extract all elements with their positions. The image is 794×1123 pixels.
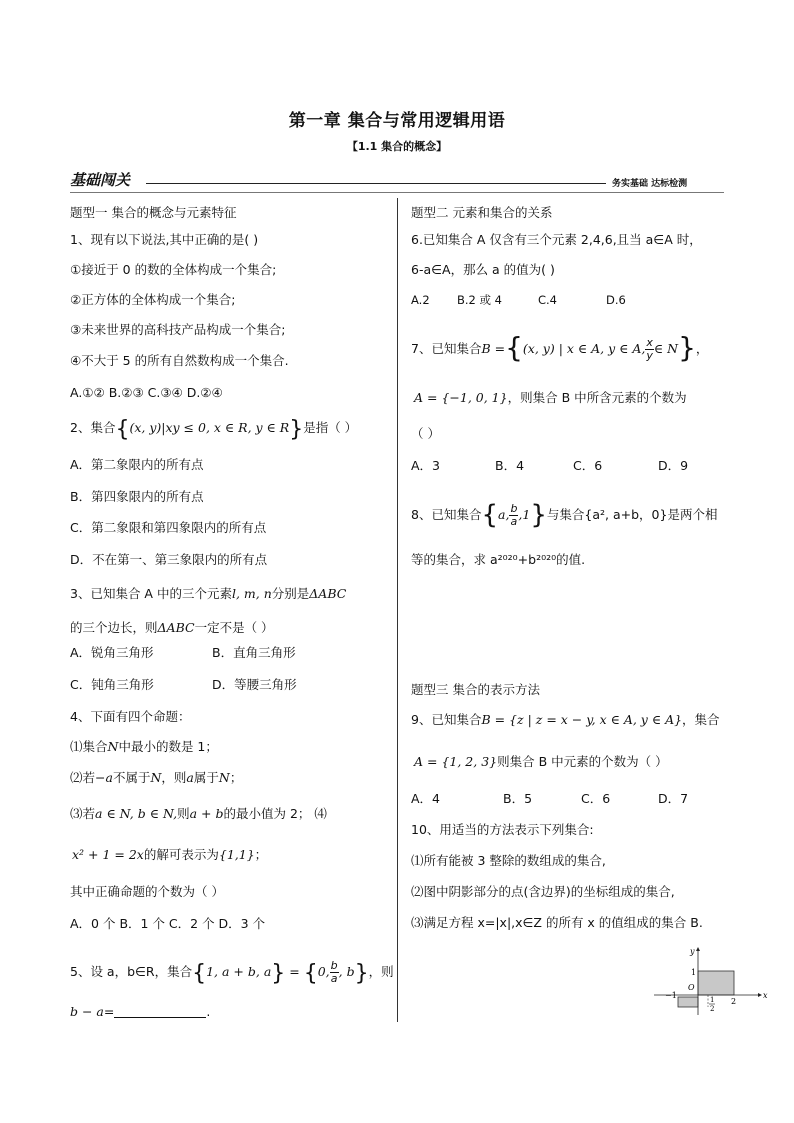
q5-set2-pre: 0, xyxy=(317,964,330,979)
column-divider xyxy=(397,198,398,1022)
q5-set1: 1, a + b, a xyxy=(206,964,272,979)
q4-p3-mid: 则 xyxy=(177,806,190,821)
q8-line1 xyxy=(411,500,718,530)
q4-p2-var2: N xyxy=(150,770,162,785)
q7-frac-num: x xyxy=(646,336,653,349)
period: . xyxy=(206,1004,211,1019)
q3-vars: l, m, n xyxy=(231,586,272,601)
q6-option-c: C.4 xyxy=(538,293,558,307)
section-label: 基础闯关 xyxy=(70,171,131,189)
q8-mid: 与集合{a², a+b，0}是两个相 xyxy=(546,507,718,522)
q8-frac-den: a xyxy=(510,515,518,528)
q9-option-b: B．5 xyxy=(503,791,533,806)
q5-eq: = xyxy=(285,964,304,979)
q7-line2 xyxy=(414,390,687,406)
brace-close: } xyxy=(271,961,286,986)
q2-option-a: A．第二象限内的所有点 xyxy=(70,457,204,472)
q7-pre: 7、已知集合 xyxy=(411,341,482,356)
q5-frac-den: a xyxy=(330,972,338,985)
section-tagline: 务实基础 达标检测 xyxy=(612,179,688,189)
y-axis-arrow xyxy=(696,947,700,951)
q9-line2-text: 则集合 B 中元素的个数为（ ） xyxy=(497,754,668,769)
q3-option-b: B．直角三角形 xyxy=(212,645,296,660)
brace-close: } xyxy=(354,961,369,986)
q7-b: B = xyxy=(481,341,506,356)
q2-option-c: C．第二象限和第四象限内的所有点 xyxy=(70,520,267,535)
q6-line2: 6-a∈A，那么 a 的值为( ) xyxy=(411,262,555,277)
q1-statement-2: ②正方体的全体构成一个集合; xyxy=(70,292,236,307)
brace-open: { xyxy=(505,331,523,364)
q5-answer-line xyxy=(70,1004,210,1020)
q3-line2 xyxy=(70,620,274,636)
y-tick-1: 1 xyxy=(691,968,697,977)
q2-stem-post: 是指（ ） xyxy=(303,420,358,435)
q8-pre: 8、已知集合 xyxy=(411,507,482,522)
q7-line2-text: ，则集合 B 中所含元素的个数为 xyxy=(507,390,687,405)
brace-open: { xyxy=(115,417,130,442)
q9-option-c: C．6 xyxy=(581,791,611,806)
q7-option-a: A．3 xyxy=(411,458,441,473)
brace-close: } xyxy=(678,331,696,364)
q10-stem: 10、用适当的方法表示下列集合: xyxy=(411,822,594,837)
q3-option-d: D．等腰三角形 xyxy=(212,677,297,692)
brace-open: { xyxy=(481,500,498,530)
q4-p2-var1: −a xyxy=(95,770,113,785)
q3-line1-pre: 3、已知集合 A 中的三个元素 xyxy=(70,586,232,601)
q7-option-d: D．9 xyxy=(658,458,689,473)
brace-open: { xyxy=(192,961,207,986)
q4-p4-post: 的解可表示为 xyxy=(143,847,219,862)
q5-set2-post: , b xyxy=(338,964,355,979)
q4-prop-3 xyxy=(70,806,327,822)
q7-line2-math: A = {−1, 0, 1} xyxy=(414,390,508,405)
q4-p3-post: 的最小值为 2； ⑷ xyxy=(223,806,327,821)
q8-set-a: a, xyxy=(498,507,510,522)
brace-open: { xyxy=(303,961,318,986)
q5-frac-num: b xyxy=(330,959,338,972)
q9-pre: 9、已知集合 xyxy=(411,712,482,727)
q3-line2-pre: 的三个边长，则 xyxy=(70,620,158,635)
type2-heading: 题型二 元素和集合的关系 xyxy=(411,205,553,220)
x-axis-arrow xyxy=(758,993,762,997)
q10-part-2: ⑵图中阴影部分的点(含边界)的坐标组成的集合, xyxy=(411,884,675,899)
x-tick-half-den: 2 xyxy=(710,1005,715,1013)
q9-line2 xyxy=(414,754,668,770)
header-rule xyxy=(146,183,606,184)
q4-p2-mid3: 属于 xyxy=(193,770,219,785)
q2-stem-pre: 2、集合 xyxy=(70,420,116,435)
x-tick-neg1: −1 xyxy=(665,991,677,1000)
q4-options: A．0 个 B．1 个 C．2 个 D．3 个 xyxy=(70,916,266,931)
q6-option-d: D.6 xyxy=(606,293,626,307)
q4-stem: 4、下面有四个命题： xyxy=(70,709,191,724)
q1-statement-4: ④不大于 5 的所有自然数构成一个集合. xyxy=(70,353,289,368)
q4-p2-mid2: ，则 xyxy=(161,770,187,785)
q7-set-post: ∈ N xyxy=(653,341,679,356)
q1-statement-1: ①接近于 0 的数的全体构成一个集合; xyxy=(70,262,277,277)
shaded-rect-lower xyxy=(678,997,698,1007)
shaded-region-graph xyxy=(650,945,770,1025)
chapter-title: 第一章 集合与常用逻辑用语 xyxy=(288,111,506,131)
q4-prop-2 xyxy=(70,770,242,786)
q2-option-b: B．第四象限内的所有点 xyxy=(70,489,204,504)
q4-p2-var4: N xyxy=(218,770,230,785)
q9-line1 xyxy=(411,712,720,728)
q3-option-c: C．钝角三角形 xyxy=(70,677,154,692)
q7-post: ， xyxy=(695,341,709,356)
q4-question: 其中正确命题的个数为（ ） xyxy=(70,884,224,899)
q10-part-1: ⑴所有能被 3 整除的数组成的集合, xyxy=(411,853,606,868)
x-tick-half-num: 1 xyxy=(710,996,715,1004)
q1-statement-3: ③未来世界的高科技产品构成一个集合; xyxy=(70,322,286,337)
q4-prop-4 xyxy=(72,847,267,863)
q3-option-a: A．锐角三角形 xyxy=(70,645,154,660)
q4-p2-pre: ⑵若 xyxy=(70,770,96,785)
y-axis-label: y xyxy=(690,947,695,956)
q3-triangle: ΔABC xyxy=(309,586,347,601)
q3-line2-post: 一定不是（ ） xyxy=(194,620,274,635)
q5-line2: b − a= xyxy=(70,1004,115,1019)
q8-set-b: ,1 xyxy=(518,507,531,522)
q7-option-b: B．4 xyxy=(495,458,525,473)
q6-option-a: A.2 xyxy=(411,293,430,307)
q4-p1-post: 中最小的数是 1； xyxy=(118,739,218,754)
brace-close: } xyxy=(289,417,304,442)
q6-option-b: B.2 或 4 xyxy=(457,293,502,307)
q3-line1-mid: 分别是 xyxy=(271,586,310,601)
q7-frac-den: y xyxy=(646,349,653,362)
q4-p2-post: ； xyxy=(229,770,243,785)
q9-option-d: D．7 xyxy=(658,791,689,806)
header-underline xyxy=(70,192,724,193)
q5-stem-post: ，则 xyxy=(368,964,394,979)
q2-option-d: D．不在第一、第三象限内的所有点 xyxy=(70,552,268,567)
brace-close: } xyxy=(530,500,547,530)
q9-post: ，集合 xyxy=(682,712,720,727)
q1-stem: 1、现有以下说法,其中正确的是( ) xyxy=(70,232,259,247)
q4-p3-math: a ∈ N, b ∈ N, xyxy=(95,806,178,821)
q3-triangle-2: ΔABC xyxy=(157,620,195,635)
q9-option-a: A．4 xyxy=(411,791,441,806)
q4-p4-end: ； xyxy=(254,847,268,862)
type1-heading: 题型一 集合的概念与元素特征 xyxy=(70,205,237,220)
q4-p4-set: {1,1} xyxy=(218,847,255,862)
q4-p1-var: N xyxy=(107,739,119,754)
q1-options: A.①② B.②③ C.③④ D.②④ xyxy=(70,385,223,400)
type3-heading: 题型三 集合的表示方法 xyxy=(411,682,540,697)
q5-stem-pre: 5、设 a，b∈R，集合 xyxy=(70,964,193,979)
q7-fraction xyxy=(645,337,654,362)
q9-line2-math: A = {1, 2, 3} xyxy=(414,754,498,769)
q5-fraction xyxy=(330,960,339,985)
q4-p3-math2: a + b xyxy=(189,806,224,821)
q8-frac-num: b xyxy=(510,502,518,515)
x-axis-label: x xyxy=(763,991,768,1000)
q2-set: (x, y)|xy ≤ 0, x ∈ R, y ∈ R xyxy=(129,420,290,435)
shaded-rect-upper xyxy=(698,971,734,995)
q9-math: B = {z | z = x − y, x ∈ A, y ∈ A} xyxy=(481,712,683,727)
q3-line1 xyxy=(70,586,346,602)
q7-set-pre: (x, y) | x ∈ A, y ∈ A, xyxy=(522,341,646,356)
q7-line1 xyxy=(411,331,709,364)
answer-blank[interactable] xyxy=(114,1005,206,1018)
x-tick-2: 2 xyxy=(731,997,737,1006)
q4-prop-1 xyxy=(70,739,218,755)
q4-p4-math: x² + 1 = 2x xyxy=(72,847,144,862)
q4-p3-pre: ⑶若 xyxy=(70,806,96,821)
q4-p2-var3: a xyxy=(186,770,194,785)
q4-p2-mid1: 不属于 xyxy=(112,770,151,785)
q2-stem xyxy=(70,417,358,442)
q8-line2: 等的集合，求 a²⁰²⁰+b²⁰²⁰的值. xyxy=(411,552,586,567)
q5-stem xyxy=(70,960,394,985)
q7-option-c: C．6 xyxy=(573,458,603,473)
q10-part-3: ⑶满足方程 x=|x|,x∈Z 的所有 x 的值组成的集合 B. xyxy=(411,915,703,930)
section-subtitle: 【1.1 集合的概念】 xyxy=(346,140,448,153)
q6-line1: 6.已知集合 A 仅含有三个元素 2,4,6,且当 a∈A 时， xyxy=(411,232,702,247)
q4-p1-pre: ⑴集合 xyxy=(70,739,108,754)
origin-label: O xyxy=(688,983,695,992)
q7-line3: （ ） xyxy=(411,426,440,441)
